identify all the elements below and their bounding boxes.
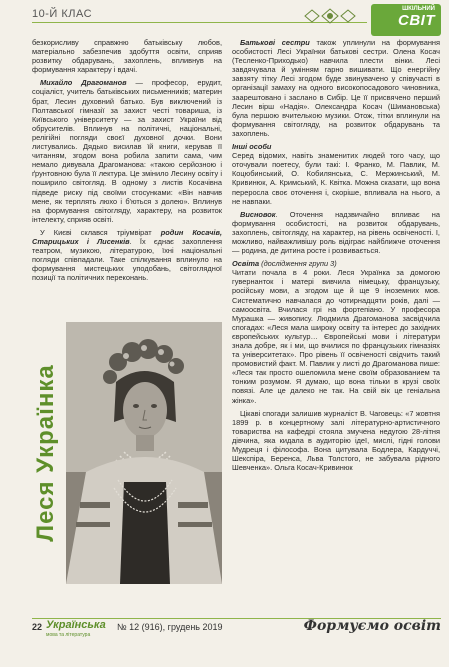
page-number: 22 xyxy=(32,622,43,632)
name-drahomanov: Михайло Драгоманов xyxy=(40,78,127,88)
page-header xyxy=(0,0,449,36)
education-subtitle: (дослідження групи 3) xyxy=(259,259,337,269)
conclusion-text: . Оточення надзвичайно впливає на формування особистості, на розвиток обдарувань, захоплень, світогляду, на характер, на рівень освіченості. І, можливо, найважливішу роль відіграє найближче оточення — родина, де дитина росте і розвивається. xyxy=(232,209,440,256)
ornament-icon xyxy=(300,6,360,26)
aunts-heading: Батькові сестри xyxy=(240,38,310,47)
paragraph-drahomanov xyxy=(32,78,222,224)
others-text: Серед відомих, навіть знаменитих людей того часу, що оточували поетесу, були такі: І. Франко, М. Павлик, М. Коцюбинський, О. Кобилянська, С. Мержинський, М. Кривинюк, А. Кримський, К. Квітка. Можна сказати, що вона переросла своє оточення і, скоріше, впливала на нього, а не навпаки. xyxy=(232,151,440,206)
paragraph-others xyxy=(232,142,440,206)
logo-title: СВІТ xyxy=(398,12,435,29)
portrait-title xyxy=(32,322,60,584)
education-heading xyxy=(232,259,440,268)
families-names: родин Косачів, Старицьких і Лисенків xyxy=(32,227,222,246)
section-title: Формуємо освіт xyxy=(303,618,441,634)
issue-info: № 12 (916), грудень 2019 xyxy=(117,622,223,632)
logo-subtitle: ШКІЛЬНИЙ xyxy=(402,6,435,12)
portrait-title-text: Леся Українка xyxy=(32,364,59,542)
grade-label: 10-Й КЛАС xyxy=(32,8,93,20)
right-column xyxy=(232,38,440,476)
aunts-text: також уплинули на формування особистості Лесі Українки батькові сестри. Олена Косач (Тесленко-Приходько) навчила плести вінки. Лесі завдячувала й умінням гарно вишивати. Що енергійну завзяту тітку Лесі згодом буде звинувачено у співучасті в організації замаху на одного високопосадового чиновника, заарештовано і заслано в Сибір. Це її присвячено перший Лесин вірш «Надія». Олександра Косач (Шимановська) була першою вчителькою музики. Отож, тітки вплинули на формування світогляду, на розвиток обдарувань та захоплень. xyxy=(232,38,441,138)
magazine-name: Українська xyxy=(46,619,106,631)
magazine-subtitle: мова та література xyxy=(46,632,91,638)
paragraph-father: безкорисливу справжню батьківську любов, матеріально забезпечив здобуття освіти, сприяв розвитку обдарувань, захоплень, впливнув на формування характеру і вдачі. xyxy=(32,38,222,75)
paragraph-triumvirate xyxy=(32,228,222,283)
paragraph-memoirs: Цікаві спогади залишив журналіст В. Чаговець: «7 жовтня 1899 р. в концертному залі літературно-артистичного товариства на кафедрі стояла змучена недугою 28-літня дівчина, яка кидала в аудиторію ідеї, мислі, гідні голови Мудреця і філософа. Вона цитувала Бодлера, Кардуччі, Шекспіра, Беренса, Льва Толстого, не забувала рідного Шевченка». Ольга Косач-Кривинюк xyxy=(232,408,440,473)
lesya-ukrainka-photo xyxy=(66,322,222,584)
drahomanov-text: — професор, ерудит, соціаліст, учитель батьківських письменників; материн брат, Лесин духовний батько. Був виключений із Полтавської гімназії за захист честі товариша, із Київського університету — за захист України від обрусителів. Вплинув на політичні, національні, релігійні погляди своєї духовної дочки. Вони листувались. Дядько висилав їй книги, керував її читанням, згодом вона робила запити сама, чим немало дивувала Драгоманова: «такою серйозною і ґрунтовною була її лектура. Це змінило Лесину освіту і поширило світогляд. В одному з листів Косачівна підведе риску під своїми стосунками: «Він навчив мене, як терплять люхо і б'ються з долею». Вплинув на формування світогляду, характеру, на розвиток інтелекту, сприяв освіті. xyxy=(32,78,222,224)
education-title: Освіта xyxy=(232,259,260,269)
left-column xyxy=(32,38,222,286)
triumvirate-text-a: У Києві склався тріумвірат xyxy=(40,227,161,237)
portrait-illustration xyxy=(66,322,222,584)
education-text: Читати почала в 4 роки. Леся Українка за домогою гувернанток і матері вивчила німецьку, французьку, російську мови, а згодом ще й ще 9 іноземних мов. Систематично навчалася до чотирнадцяти років, далі — самоосвіта. Вчилася грі на фортепіано. У професора Мурашка — живопису. Людмила Драгоманова засвідчила спогадах: «Леся мала широку освіту та інтерес до західних європейських культур… Європейські мови і літератури знала добре, як і ми, що вчилися по французьких гімназіях та університетах». Про рівень її освіченості свідчить такий промовистий факт. М. Павлик у листі до Драгоманова пише: «Леся так просто ошеломила мене своїм образованием та тонким розумом. Я думаю, що вона тільки в крузі своїх повязі. Але це далеко не так. На свій вік це геніальна жінка». xyxy=(232,268,440,405)
conclusion-heading: Висновок xyxy=(240,209,276,219)
triumvirate-text-b: . Їх єднає захоплення театром, музикою, літературою, їхні національні погляди співпадали. Таке спілкування вплинуло на формування мистецьких уподобань, світоглядної позиції та політичних переконань. xyxy=(32,236,222,283)
paragraph-aunts xyxy=(232,38,440,138)
others-heading: Інші особи xyxy=(232,142,272,152)
portrait-block xyxy=(32,322,222,584)
paragraph-conclusion xyxy=(232,210,440,255)
paragraph-education xyxy=(232,259,440,405)
